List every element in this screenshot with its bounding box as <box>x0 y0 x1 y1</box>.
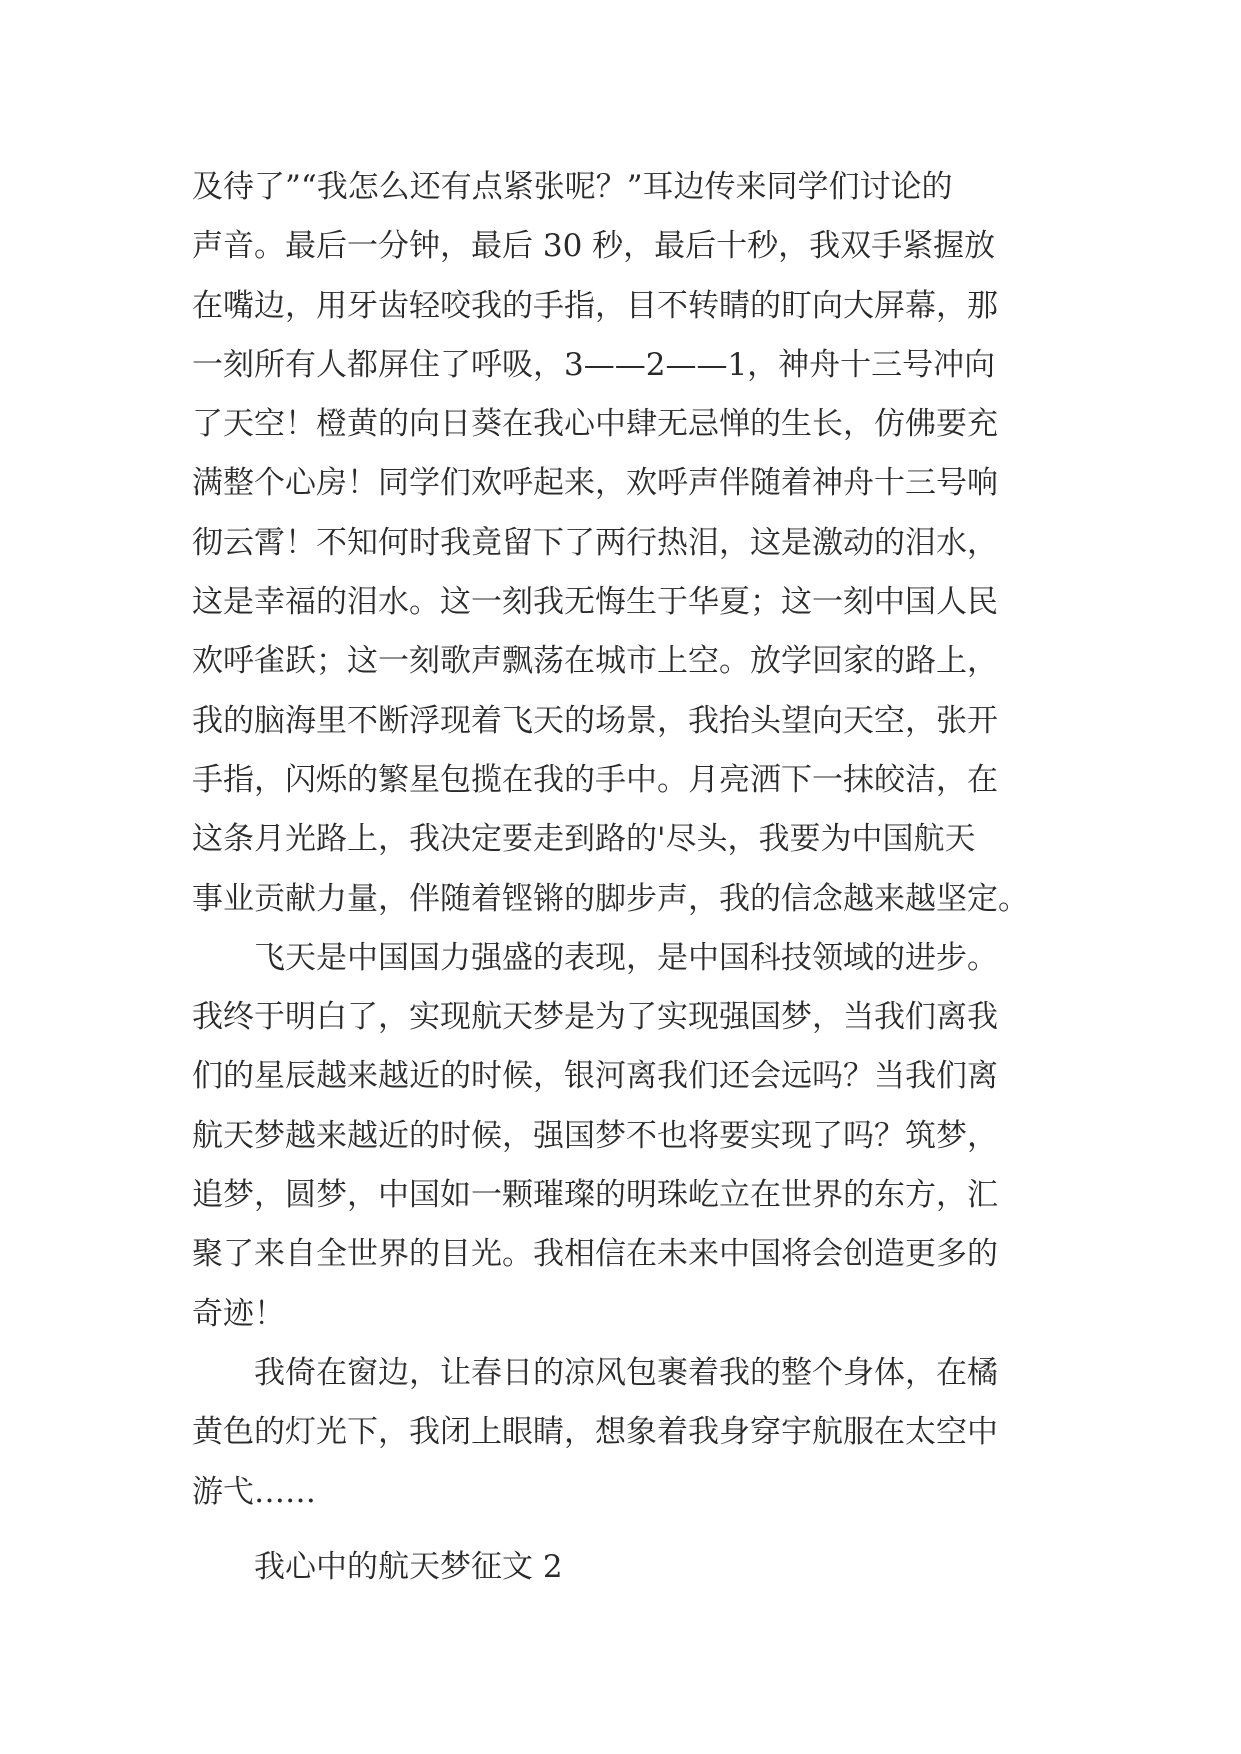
text-line: 声音。最后一分钟，最后 30 秒，最后十秒，我双手紧握放 <box>192 228 996 265</box>
text-line: 我倚在窗边，让春日的凉风包裹着我的整个身体，在橘 <box>254 1354 998 1391</box>
text-line: 奇迹！ <box>192 1295 285 1332</box>
essay-heading: 我心中的航天梦征文 2 <box>254 1548 563 1585</box>
text-line: 及待了”“我怎么还有点紧张呢？”耳边传来同学们讨论的 <box>192 169 953 205</box>
text-line: 事业贡献力量，伴随着铿锵的脚步声，我的信念越来越坚定。 <box>192 880 1029 917</box>
text-line: 我的脑海里不断浮现着飞天的场景，我抬头望向天空，张开 <box>192 702 998 739</box>
paragraph-window-reverie <box>192 1344 1062 1522</box>
text-line: 欢呼雀跃；这一刻歌声飘荡在城市上空。放学回家的路上， <box>192 643 998 680</box>
text-line: 我终于明白了，实现航天梦是为了实现强国梦，当我们离我 <box>192 999 998 1036</box>
text-line: 飞天是中国国力强盛的表现，是中国科技领域的进步。 <box>254 939 998 976</box>
text-line: 聚了来自全世界的目光。我相信在未来中国将会创造更多的 <box>192 1236 998 1273</box>
text-line: 满整个心房！同学们欢呼起来，欢呼声伴随着神舟十三号响 <box>192 465 998 502</box>
text-line: 手指，闪烁的繁星包揽在我的手中。月亮洒下一抹皎洁，在 <box>192 761 998 798</box>
text-line: 游弋…… <box>192 1473 316 1510</box>
essay-body <box>192 158 1062 1597</box>
section-gap <box>192 1522 1062 1538</box>
text-line: 黄色的灯光下，我闭上眼睛，想象着我身穿宇航服在太空中 <box>192 1414 998 1451</box>
text-line: 这条月光路上，我决定要走到路的'尽头，我要为中国航天 <box>192 821 976 858</box>
paragraph-strong-nation-dream <box>192 929 1062 1344</box>
text-line: 们的星辰越来越近的时候，银河离我们还会远吗？当我们离 <box>192 1058 998 1095</box>
text-line: 航天梦越来越近的时候，强国梦不也将要实现了吗？筑梦， <box>192 1117 998 1154</box>
text-line: 这是幸福的泪水。这一刻我无悔生于华夏；这一刻中国人民 <box>192 584 998 621</box>
text-line: 在嘴边，用牙齿轻咬我的手指，目不转睛的盯向大屏幕，那 <box>192 287 998 324</box>
text-line: 了天空！橙黄的向日葵在我心中肆无忌惮的生长，仿佛要充 <box>192 406 998 443</box>
paragraph-launch-scene <box>192 158 1062 929</box>
text-line: 追梦，圆梦，中国如一颗璀璨的明珠屹立在世界的东方，汇 <box>192 1177 998 1214</box>
text-line: 彻云霄！不知何时我竟留下了两行热泪，这是激动的泪水， <box>192 524 998 561</box>
text-line: 一刻所有人都屏住了呼吸，3——2——1，神舟十三号冲向 <box>192 346 996 383</box>
